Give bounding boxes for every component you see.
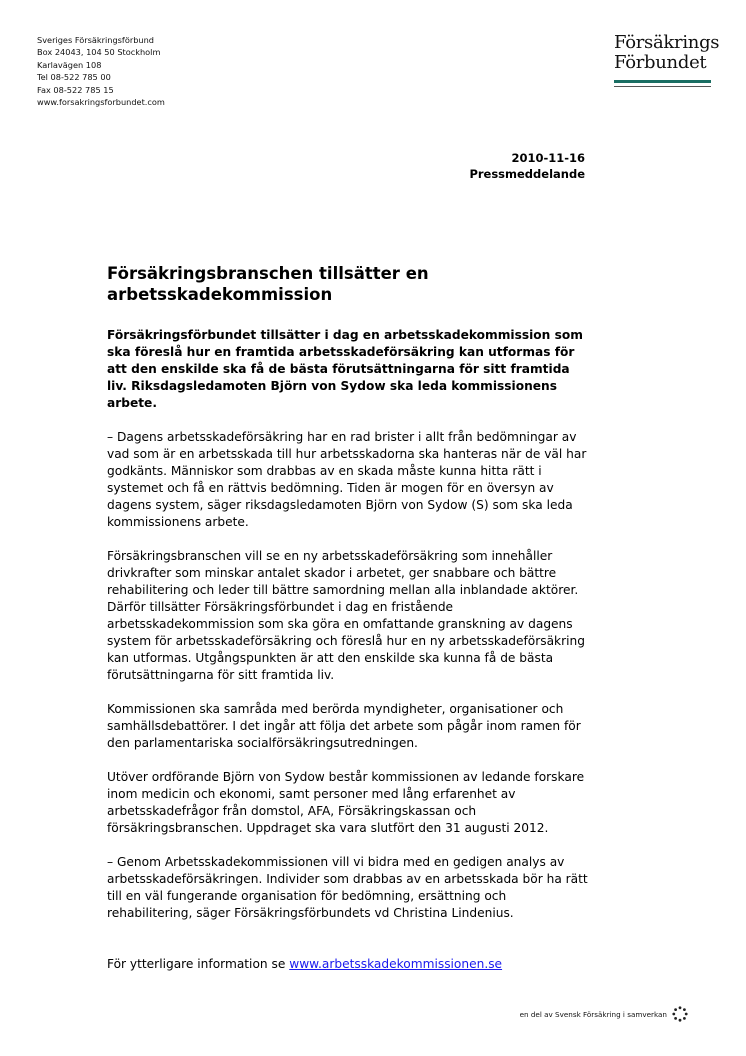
body-paragraph: – Genom Arbetsskadekommissionen vill vi bidra med en gedigen analys av arbetsskadeförsäkringen. Individer som drabbas av en arbetsskada bör ha rätt till en väl fungerande organisation för bedömning, ersättning och rehabilitering, säger Försäkringsförbundets vd Christina Lindenius. [107,855,588,920]
contact-line [107,956,593,973]
body-paragraph: Kommissionen ska samråda med berörda myndigheter, organisationer och samhällsdebattörer. I det ingår att följa det arbete som pågår inom ramen för den parlamentariska socialförsäkringsutredningen. [107,702,581,750]
logo-line-2: Förbundet [614,52,707,73]
lead-paragraph: Försäkringsförbundet tillsätter i dag en arbetsskadekommission som ska föreslå hur en framtida arbetsskadeförsäkring kan utformas för att den enskilde ska få de bästa förutsättningarna för sitt framtida liv. Riksdagsledamoten Björn von Sydow ska leda kommissionens arbete. [107,328,583,410]
document-date: 2010-11-16 [511,151,585,165]
sender-line-box: Box 24043, 104 50 Stockholm [37,47,161,58]
body-paragraph: Försäkringsbranschen vill se en ny arbetsskadeförsäkring som innehåller drivkrafter som minskar antalet skador i arbetet, ger snabbare och bättre rehabilitering och leder till bättre samordning mellan alla inblandade aktörer. Därför tillsätter Försäkringsförbundet i dag en fristående arbetsskadekommission som ska göra en omfattande granskning av dagens system för arbetsskadeförsäkring och föreslå hur en ny arbetsskadeförsäkring kan utformas. Utgångspunkten är att den enskilde ska kunna få de bästa förutsättningarna för sitt framtida liv. [107,549,585,682]
document-meta [469,150,585,182]
press-release-body [107,327,593,990]
sender-line-fax: Fax 08-522 785 15 [37,84,114,95]
forsakringsforbundet-logo [614,32,720,73]
footer-text: en del av Svensk Försäkring i samverkan [519,1009,667,1019]
sender-address [37,34,165,108]
press-release-headline [107,263,567,305]
logo-underline-thick [614,80,711,83]
sender-line-website: www.forsakringsforbundet.com [37,97,165,108]
contact-text: För ytterligare information se [107,957,290,971]
commission-website-link[interactable]: www.arbetsskadekommissionen.se [289,957,503,971]
dotted-circle-icon [672,1006,688,1022]
body-paragraph: Utöver ordförande Björn von Sydow består kommissionen av ledande forskare inom medicin och ekonomi, samt personer med lång erfarenhet av arbetsskadefrågor från domstol, AFA, Försäkringskassan och försäkringsbranschen. Uppdraget ska vara slutfört den 31 augusti 2012. [107,770,585,835]
footer [520,1006,688,1022]
logo-underline-thin [614,86,711,87]
body-paragraph: – Dagens arbetsskadeförsäkring har en rad brister i allt från bedömningar av vad som är en arbetsskada till hur arbetsskadorna ska hanteras när de väl har godkänts. Människor som drabbas av en skada måste kunna hitta rätt i systemet och få en rättvis bedömning. Tiden är mogen för en översyn av dagens system, säger riksdagsledamoten Björn von Sydow (S) som ska leda kommissionens arbete. [107,430,587,529]
headline-line-1: Försäkringsbranschen tillsätter en [107,264,429,283]
sender-line-street: Karlavägen 108 [37,59,102,70]
sender-line-phone: Tel 08-522 785 00 [37,72,111,83]
sender-line-organisation: Sveriges Försäkringsförbund [37,35,154,45]
document-type: Pressmeddelande [469,167,585,181]
logo-line-1: Försäkrings [614,32,720,53]
headline-line-2: arbetsskadekommission [107,285,333,304]
